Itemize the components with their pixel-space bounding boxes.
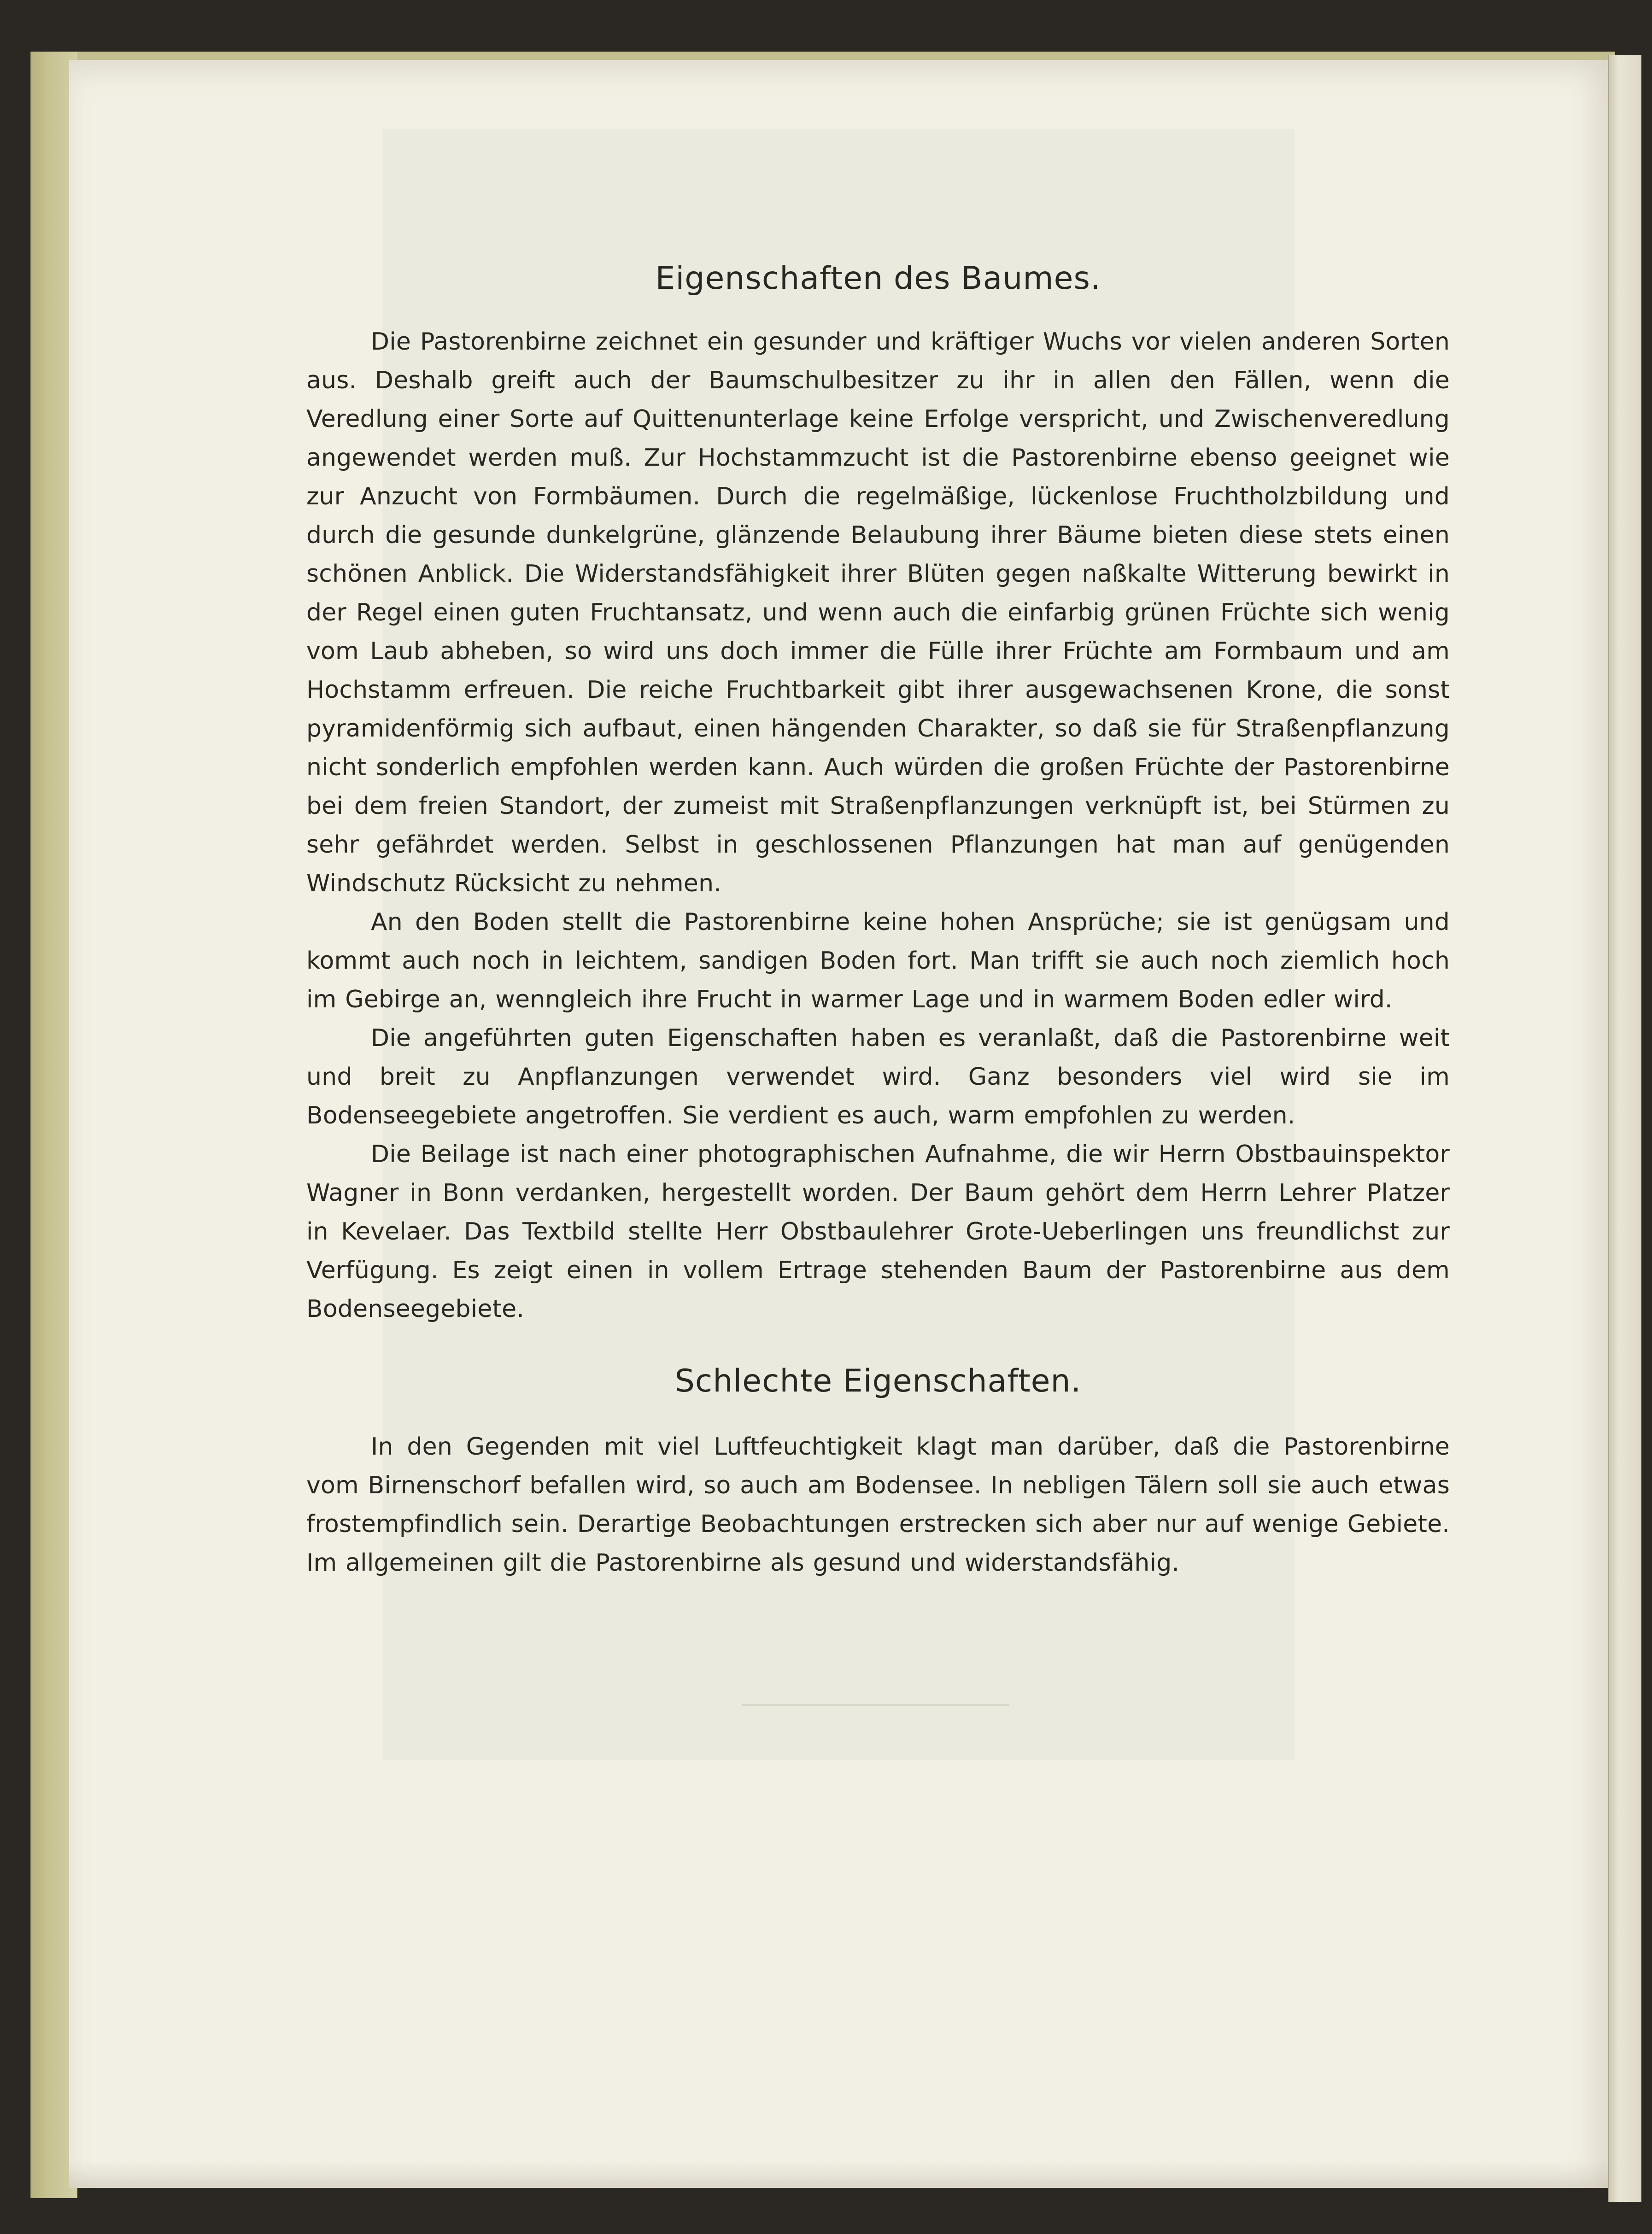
paragraph-image-credits: Die Beilage ist nach einer photographischen Aufnahme, die wir Herrn Obstbauinspektor Wagner in Bonn verdanken, hergestellt worden. Der Baum gehört dem Herrn Lehrer Platzer in Kevelaer. Das Textbild stellte Herr Obstbaulehrer Grote-Ueberlingen uns freundlichst zur Verfügung. Es zeigt einen in vollem Ertrage stehenden Baum der Pastorenbirne aus dem Bodenseegebiete.	[306, 1140, 1450, 1323]
page-bottom-shade	[69, 2160, 1608, 2188]
section-heading-bad-properties: Schlechte Eigenschaften.	[674, 1363, 1082, 1399]
show-through-rule	[742, 1704, 1009, 1706]
paragraph-distribution: Die angeführten guten Eigenschaften haben es veranlaßt, daß die Pastorenbirne weit und breit zu Anpflanzungen verwendet wird. Ganz besonders viel wird sie im Bodenseegebiete angetroffen. Sie verdient es auch, warm empfohlen zu werden.	[306, 1024, 1450, 1129]
paragraph-soil: An den Boden stellt die Pastorenbirne keine hohen Ansprüche; sie ist genügsam und kommt auch noch in leichtem, sandigen Boden fort. Man trifft sie auch noch ziemlich hoch im Gebirge an, wenngleich ihre Frucht in warmer Lage und in warmem Boden edler wird.	[306, 908, 1450, 1013]
section-heading-properties: Eigenschaften des Baumes.	[655, 260, 1101, 297]
next-page-edge	[1608, 55, 1641, 2202]
paragraph-scab: In den Gegenden mit viel Luftfeuchtigkeit klagt man darüber, daß die Pastorenbirne vom Birnenschorf befallen wird, so auch am Bodensee. In nebligen Tälern soll sie auch etwas frostempfindlich sein. Derartige Beobachtungen erstrecken sich aber nur auf wenige Gebiete. Im allgemeinen gilt die Pastorenbirne als gesund und widerstandsfähig.	[306, 1433, 1450, 1577]
page-text-block	[306, 258, 1450, 1582]
paragraph-tree-growth: Die Pastorenbirne zeichnet ein gesunder und kräftiger Wuchs vor vielen anderen Sorten aus. Deshalb greift auch der Baumschulbesitzer zu ihr in allen den Fällen, wenn die Veredlung einer Sorte auf Quittenunterlage keine Erfolge verspricht, und Zwischenveredlung angewendet werden muß. Zur Hochstammzucht ist die Pastorenbirne ebenso geeignet wie zur Anzucht von Formbäumen. Durch die regelmäßige, lückenlose Fruchtholzbildung und durch die gesunde dunkelgrüne, glänzende Belaubung ihrer Bäume bieten diese stets einen schönen Anblick. Die Widerstandsfähigkeit ihrer Blüten gegen naßkalte Witterung bewirkt in der Regel einen guten Fruchtansatz, und wenn auch die einfarbig grünen Früchte sich wenig vom Laub abheben, so wird uns doch immer die Fülle ihrer Früchte am Formbaum und am Hochstamm erfreuen. Die reiche Fruchtbarkeit gibt ihrer ausgewachsenen Krone, die sonst pyramidenförmig sich aufbaut, einen hängenden Charakter, so daß sie für Straßenpflanzung nicht sonderlich empfohlen werden kann. Auch würden die großen Früchte der Pastorenbirne bei dem freien Standort, der zumeist mit Straßenpflanzungen verknüpft ist, bei Stürmen zu sehr gefährdet werden. Selbst in geschlossenen Pflanzungen hat man auf genügenden Windschutz Rücksicht zu nehmen.	[306, 328, 1450, 897]
